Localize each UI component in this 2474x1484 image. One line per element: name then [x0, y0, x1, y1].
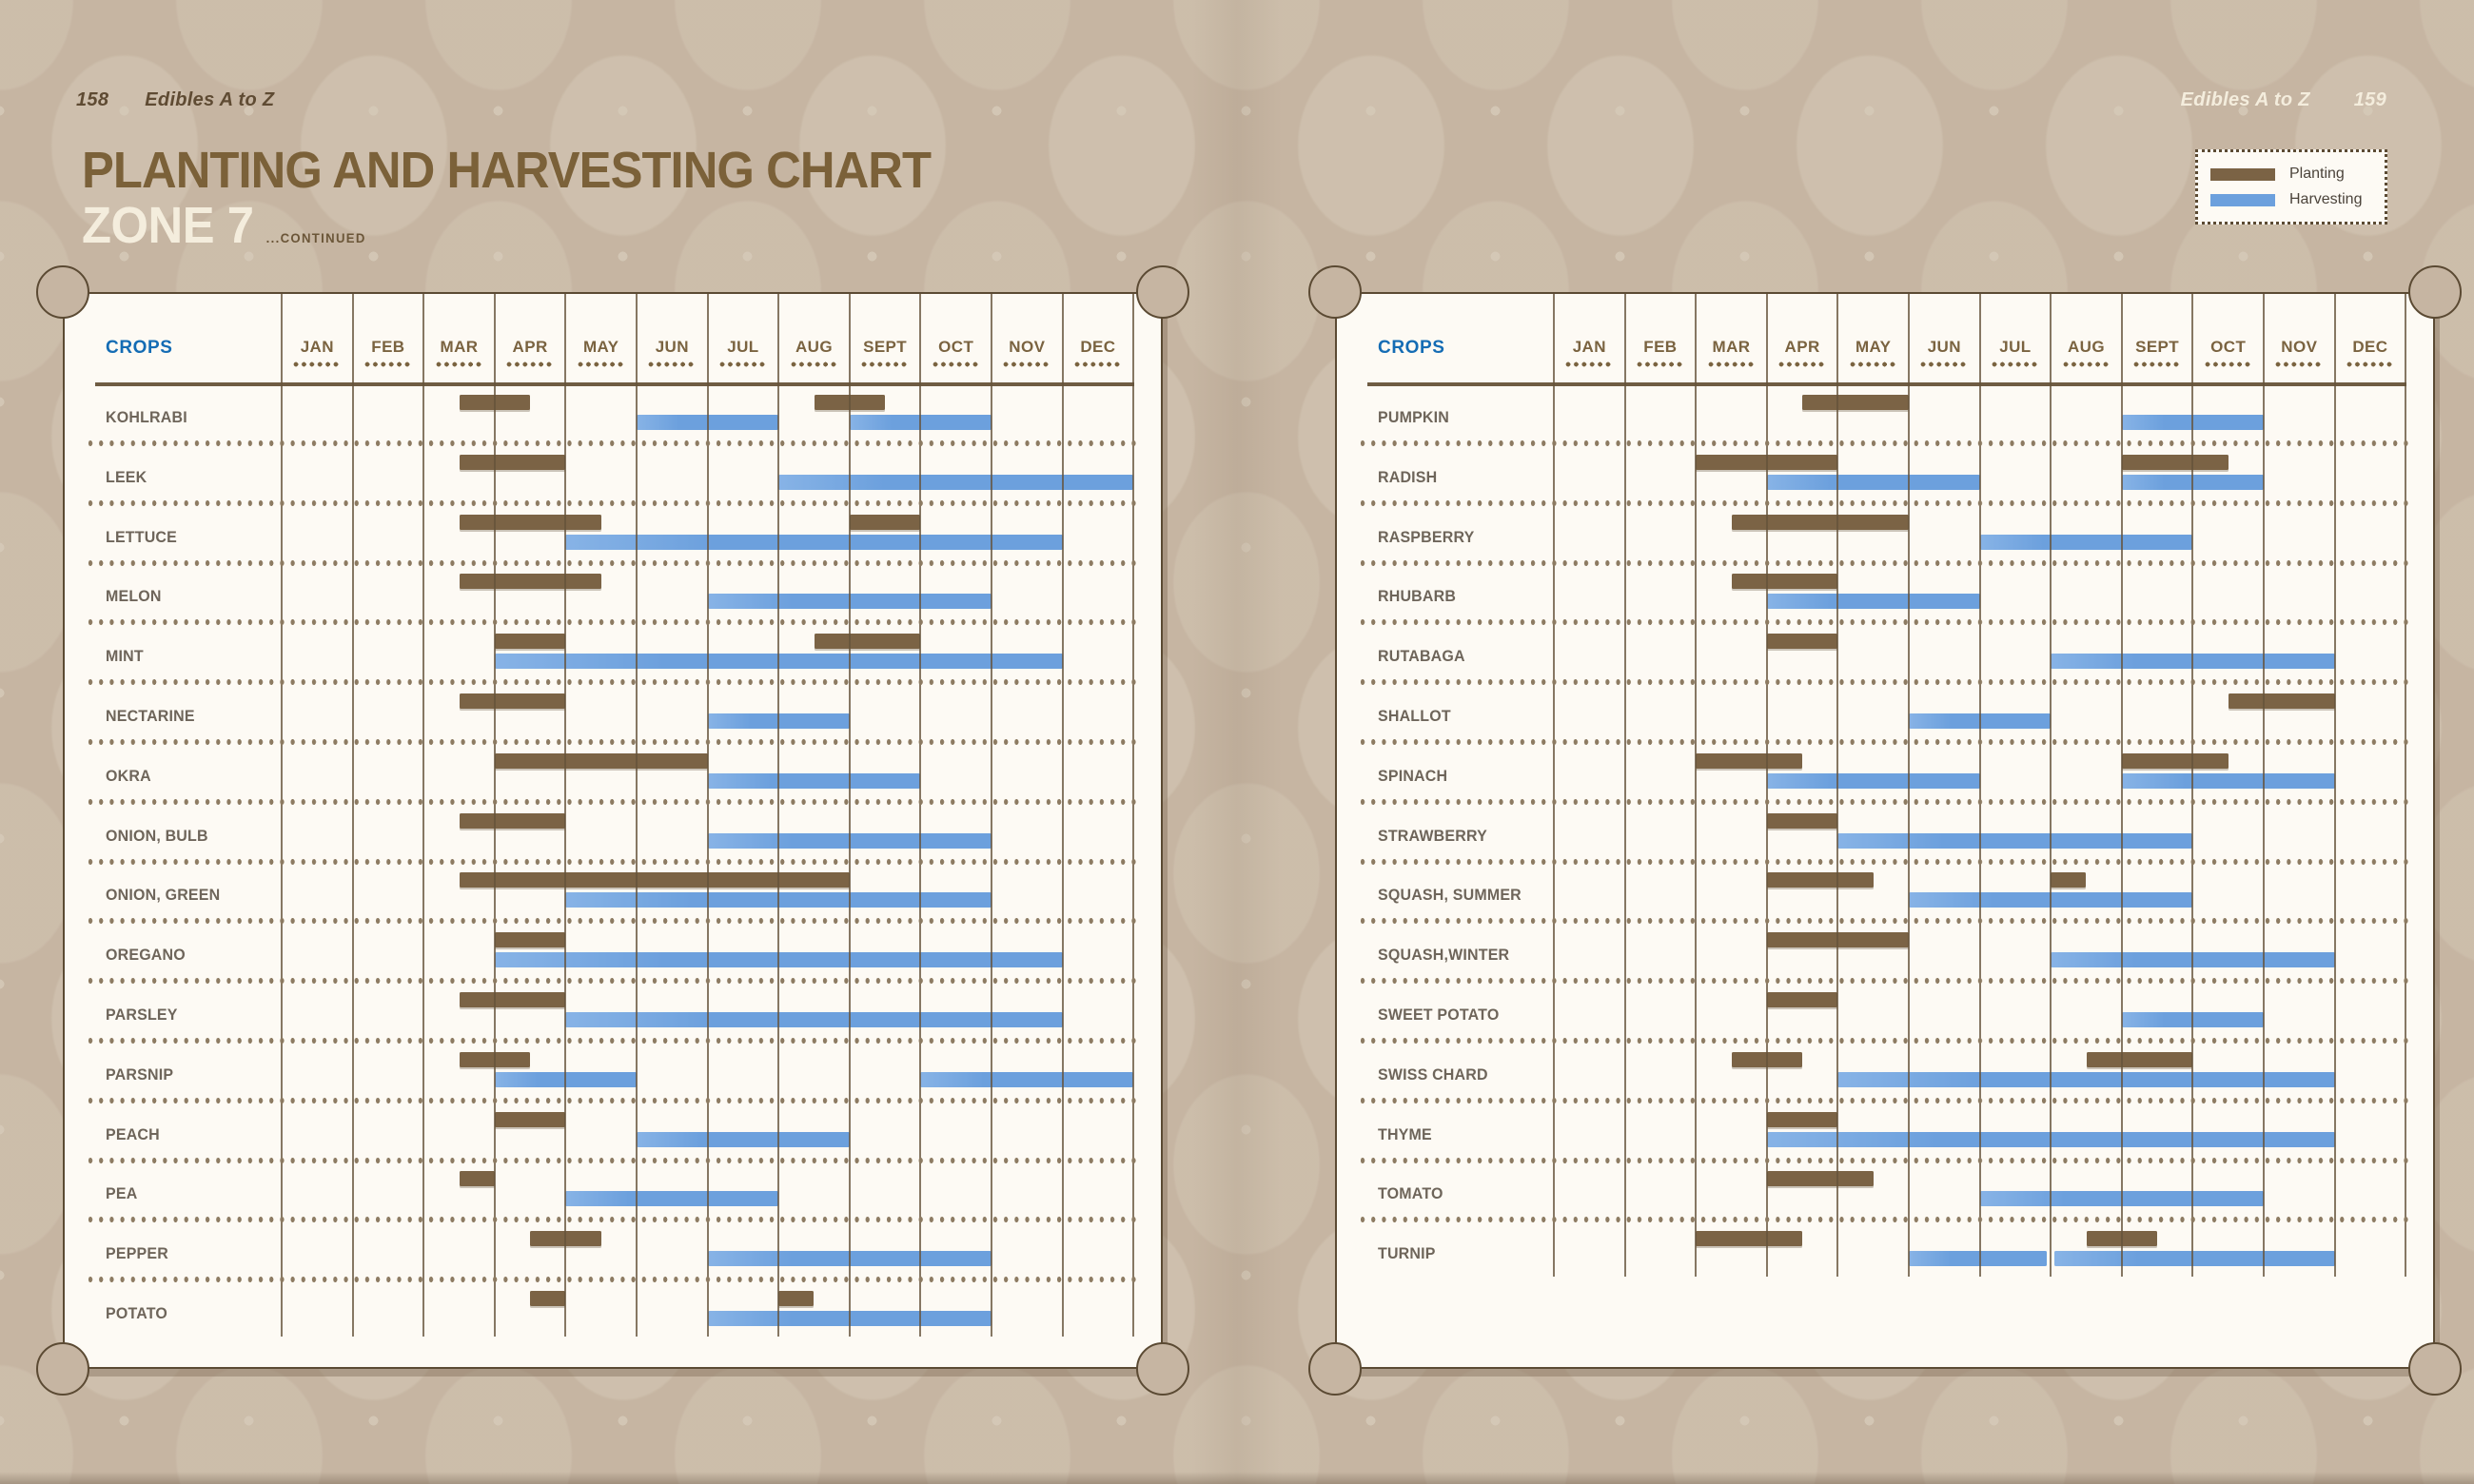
month-header-dots: [1074, 361, 1122, 367]
month-label-may: MAY: [582, 338, 619, 356]
row-separator-dots: [1360, 918, 2412, 924]
harvesting-bar: [565, 1191, 778, 1206]
row-separator-dots: [1360, 560, 2412, 566]
month-label-aug: AUG: [795, 338, 833, 356]
crop-row-label: SWISS CHARD: [1378, 1064, 1488, 1084]
row-separator-dots: [88, 1277, 1140, 1282]
chart-title: PLANTING AND HARVESTING CHART: [82, 142, 932, 199]
month-header-dots: [648, 361, 696, 367]
planting-bar: [1802, 395, 1909, 410]
page-gutter-shadow: [1191, 0, 1283, 1484]
crop-row-label: MINT: [106, 647, 144, 666]
month-header-dots: [2063, 361, 2111, 367]
legend-row-planting: [2210, 166, 2385, 183]
month-header-dots: [578, 361, 625, 367]
planting-bar: [460, 693, 566, 709]
crop-row-label: POTATO: [106, 1304, 168, 1322]
planting-bar: [850, 515, 921, 530]
harvesting-bar: [2054, 1251, 2335, 1266]
planting-bar: [2051, 872, 2086, 888]
row-separator-dots: [88, 1217, 1140, 1222]
planting-bar: [2229, 693, 2335, 709]
harvesting-swatch: [2210, 194, 2275, 206]
planting-bar: [815, 634, 921, 649]
planting-bar: [2122, 455, 2229, 470]
month-label-jun: JUN: [655, 338, 689, 356]
row-separator-dots: [88, 799, 1140, 805]
grid-line: [1062, 294, 1064, 1337]
planting-chart-panel-left: [63, 292, 1163, 1369]
planting-bar: [460, 872, 850, 888]
row-separator-dots: [1360, 1098, 2412, 1103]
grid-line: [777, 294, 779, 1337]
month-header-dots: [364, 361, 412, 367]
corner-ornament: [2408, 265, 2462, 319]
planting-bar: [460, 1171, 495, 1186]
row-separator-dots: [1360, 1038, 2412, 1044]
harvesting-bar: [1767, 773, 1980, 789]
corner-ornament: [36, 1342, 89, 1396]
corner-ornament: [1136, 1342, 1189, 1396]
crop-row-label: NECTARINE: [106, 707, 195, 725]
crop-row-label: PARSNIP: [106, 1064, 174, 1084]
crop-row-label: STRAWBERRY: [1378, 826, 1487, 845]
harvesting-bar: [1767, 475, 1980, 490]
month-header-dots: [1920, 361, 1968, 367]
harvesting-bar: [1837, 1072, 2334, 1087]
month-header-dots: [1992, 361, 2039, 367]
crop-row-label: SQUASH,WINTER: [1378, 946, 1510, 965]
grid-line: [422, 294, 424, 1337]
planting-bar: [1732, 574, 1838, 589]
month-label-jul: JUL: [727, 338, 759, 356]
month-label-jan: JAN: [1572, 338, 1606, 356]
month-label-apr: APR: [512, 338, 548, 356]
planting-bar: [778, 1291, 814, 1306]
harvesting-label: Harvesting: [2289, 191, 2363, 207]
month-label-jan: JAN: [300, 338, 334, 356]
row-separator-dots: [88, 1038, 1140, 1044]
page-bottom-shadow: [0, 1472, 2474, 1484]
planting-bar: [2087, 1052, 2193, 1067]
month-header-dots: [2205, 361, 2252, 367]
crop-row-label: LEEK: [106, 467, 147, 486]
month-label-nov: NOV: [1009, 338, 1046, 356]
crop-row-label: KOHLRABI: [106, 408, 187, 426]
crop-row-label: TOMATO: [1378, 1184, 1443, 1203]
grid-line: [991, 294, 992, 1337]
month-header-dots: [506, 361, 554, 367]
grid-line: [849, 294, 851, 1337]
month-label-oct: OCT: [938, 338, 974, 356]
row-separator-dots: [88, 1158, 1140, 1163]
page-number-right: 159: [2353, 89, 2386, 110]
month-header-dots: [293, 361, 341, 367]
month-header-dots: [719, 361, 767, 367]
row-separator-dots: [88, 500, 1140, 506]
month-header-dots: [933, 361, 980, 367]
planting-bar: [495, 1112, 566, 1127]
planting-bar: [495, 753, 708, 769]
corner-ornament: [1136, 265, 1189, 319]
grid-line: [281, 294, 283, 1337]
month-header-dots: [861, 361, 909, 367]
row-separator-dots: [1360, 739, 2412, 745]
grid-line: [1132, 294, 1134, 1337]
crop-row-label: RADISH: [1378, 467, 1438, 486]
month-label-feb: FEB: [1643, 338, 1678, 356]
planting-swatch: [2210, 168, 2275, 181]
month-header-dots: [1850, 361, 1897, 367]
corner-ornament: [2408, 1342, 2462, 1396]
crop-row-label: RUTABAGA: [1378, 647, 1465, 666]
crop-row-label: PARSLEY: [106, 1006, 178, 1024]
harvesting-bar: [1980, 535, 2193, 550]
planting-bar: [460, 455, 566, 470]
row-separator-dots: [88, 619, 1140, 625]
planting-bar: [1767, 992, 1838, 1007]
row-separator-dots: [88, 978, 1140, 984]
row-separator-dots: [1360, 1217, 2412, 1222]
row-separator-dots: [1360, 679, 2412, 685]
month-header-dots: [1778, 361, 1826, 367]
corner-ornament: [1308, 265, 1362, 319]
legend: [2195, 149, 2387, 225]
crop-row-label: SWEET POTATO: [1378, 1006, 1500, 1024]
month-label-mar: MAR: [1712, 338, 1751, 356]
month-header-dots: [1003, 361, 1050, 367]
crop-row-label: RASPBERRY: [1378, 527, 1475, 546]
harvesting-bar: [708, 773, 921, 789]
continued-label: ...CONTINUED: [265, 230, 366, 245]
crop-row-label: THYME: [1378, 1124, 1432, 1143]
month-header-dots: [2133, 361, 2181, 367]
planting-bar: [530, 1291, 565, 1306]
row-separator-dots: [1360, 1158, 2412, 1163]
crop-row-label: PUMPKIN: [1378, 408, 1450, 426]
running-head-left: [76, 89, 274, 111]
gantt-chart-right: [1337, 294, 2433, 1367]
harvesting-bar: [565, 1012, 1062, 1027]
planting-bar: [460, 992, 566, 1007]
page-number-left: 158: [76, 89, 109, 110]
row-separator-dots: [88, 918, 1140, 924]
month-header-dots: [2346, 361, 2394, 367]
crop-row-label: SPINACH: [1378, 766, 1448, 785]
row-separator-dots: [88, 440, 1140, 446]
planting-label: Planting: [2289, 166, 2345, 182]
running-head-right: [2181, 89, 2386, 111]
planting-bar: [1767, 1112, 1838, 1127]
crop-row-label: OKRA: [106, 766, 151, 785]
crop-row-label: TURNIP: [1378, 1244, 1436, 1263]
crop-row-label: SHALLOT: [1378, 707, 1451, 725]
month-header-dots: [1565, 361, 1613, 367]
crop-row-label: PEPPER: [106, 1244, 168, 1263]
running-head-title: Edibles A to Z: [145, 89, 275, 110]
crops-column-header: CROPS: [1378, 338, 1445, 358]
running-head-title: Edibles A to Z: [2180, 89, 2310, 110]
planting-bar: [460, 813, 566, 829]
chart-subtitle: [82, 197, 366, 264]
planting-bar: [1696, 753, 1802, 769]
harvesting-bar: [565, 535, 1062, 550]
crop-row-label: PEA: [106, 1184, 138, 1203]
header-divider: [95, 382, 1134, 386]
row-separator-dots: [88, 560, 1140, 566]
month-header-dots: [2275, 361, 2323, 367]
month-label-dec: DEC: [1080, 338, 1116, 356]
crop-row-label: SQUASH, SUMMER: [1378, 886, 1522, 905]
harvesting-bar: [2122, 773, 2335, 789]
planting-bar: [2122, 753, 2229, 769]
crop-row-label: RHUBARB: [1378, 587, 1457, 606]
grid-line: [494, 294, 496, 1337]
month-header-dots: [1637, 361, 1684, 367]
crop-row-label: PEACH: [106, 1124, 160, 1143]
month-label-oct: OCT: [2210, 338, 2247, 356]
crop-row-label: LETTUCE: [106, 527, 178, 546]
grid-line: [707, 294, 709, 1337]
zone-label: ZONE 7: [82, 197, 254, 254]
crops-column-header: CROPS: [106, 338, 173, 358]
month-label-mar: MAR: [440, 338, 479, 356]
planting-bar: [1696, 1231, 1802, 1246]
harvesting-bar: [1767, 594, 1980, 609]
month-label-jun: JUN: [1927, 338, 1961, 356]
corner-ornament: [36, 265, 89, 319]
month-label-jul: JUL: [1999, 338, 2032, 356]
corner-ornament: [1308, 1342, 1362, 1396]
crop-row-label: MELON: [106, 587, 162, 606]
planting-chart-panel-right: [1335, 292, 2435, 1369]
grid-line: [636, 294, 638, 1337]
planting-bar: [1767, 1171, 1874, 1186]
gantt-chart-left: [65, 294, 1161, 1367]
harvesting-bar: [1837, 833, 2192, 849]
planting-bar: [495, 634, 566, 649]
crop-row-label: OREGANO: [106, 946, 186, 965]
row-separator-dots: [88, 859, 1140, 865]
planting-bar: [495, 932, 566, 947]
harvesting-bar: [778, 475, 1133, 490]
planting-bar: [1767, 813, 1838, 829]
row-separator-dots: [88, 1098, 1140, 1103]
row-separator-dots: [1360, 978, 2412, 984]
crop-row-label: ONION, BULB: [106, 826, 208, 845]
planting-bar: [1767, 872, 1874, 888]
header-divider: [1367, 382, 2406, 386]
grid-line: [564, 294, 566, 1337]
month-header-dots: [791, 361, 838, 367]
month-header-dots: [1708, 361, 1756, 367]
legend-row-harvesting: [2210, 191, 2385, 208]
month-label-sept: SEPT: [2135, 338, 2180, 356]
row-separator-dots: [1360, 859, 2412, 865]
month-label-feb: FEB: [371, 338, 405, 356]
row-separator-dots: [88, 739, 1140, 745]
grid-line: [352, 294, 354, 1337]
row-separator-dots: [88, 679, 1140, 685]
crop-row-label: ONION, GREEN: [106, 886, 221, 905]
month-label-sept: SEPT: [863, 338, 908, 356]
planting-bar: [1767, 634, 1838, 649]
row-separator-dots: [1360, 799, 2412, 805]
row-separator-dots: [1360, 500, 2412, 506]
grid-line: [919, 294, 921, 1337]
harvesting-bar: [637, 1132, 850, 1147]
row-separator-dots: [1360, 619, 2412, 625]
month-label-aug: AUG: [2067, 338, 2105, 356]
month-label-may: MAY: [1855, 338, 1892, 356]
month-header-dots: [436, 361, 483, 367]
harvesting-bar: [920, 1072, 1133, 1087]
month-label-nov: NOV: [2281, 338, 2318, 356]
month-label-apr: APR: [1784, 338, 1820, 356]
month-label-dec: DEC: [2352, 338, 2388, 356]
planting-bar: [1732, 515, 1910, 530]
planting-bar: [460, 515, 601, 530]
row-separator-dots: [1360, 440, 2412, 446]
planting-bar: [460, 574, 601, 589]
